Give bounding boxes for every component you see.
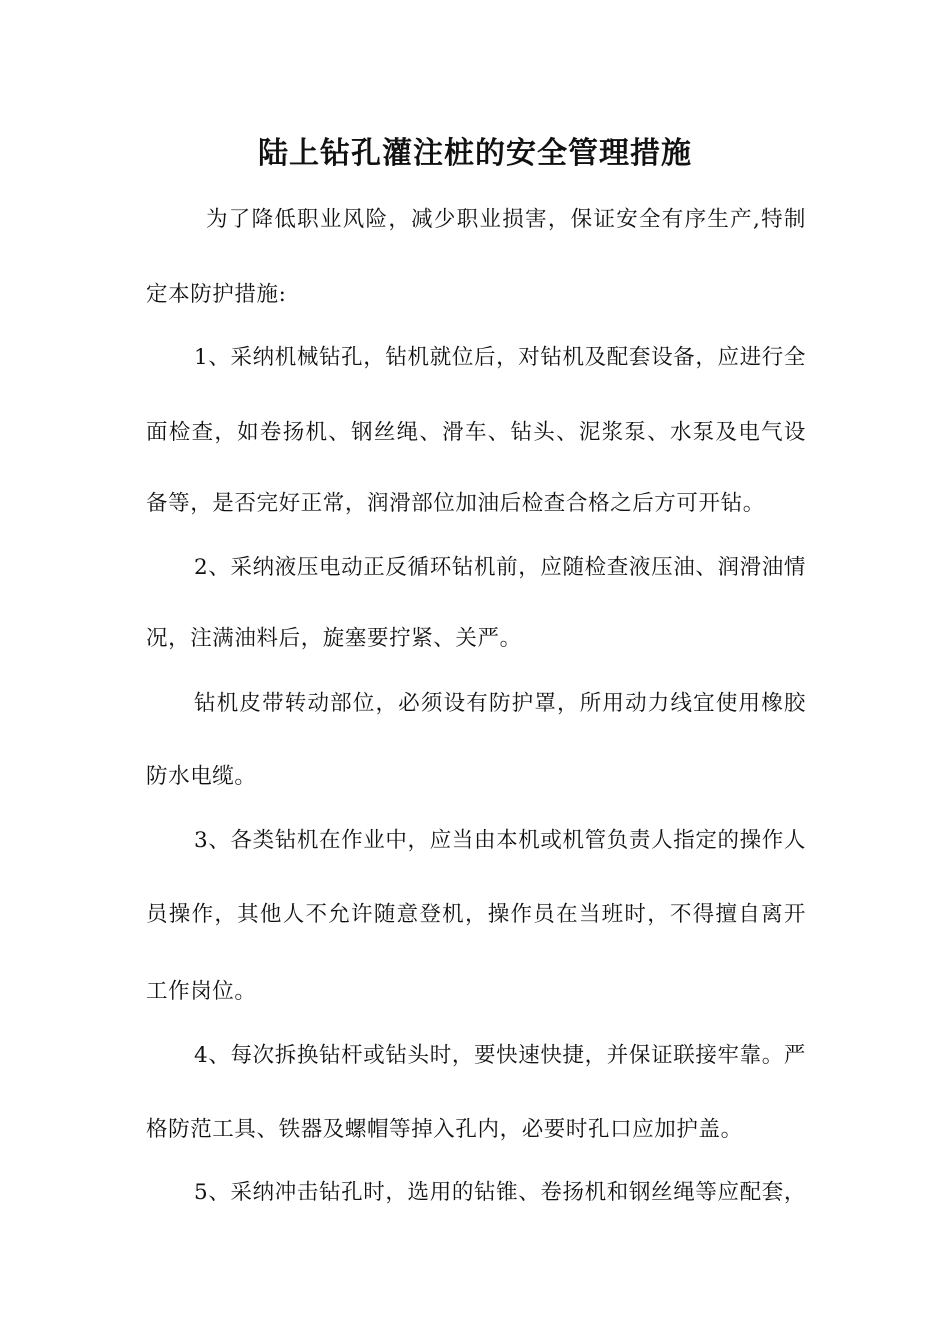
- paragraph-line: 定本防护措施:: [146, 282, 287, 307]
- paragraph-line: 1、采纳机械钻孔，钻机就位后，对钻机及配套设备，应进行全: [194, 345, 806, 370]
- paragraph-line: 况，注满油料后，旋塞要拧紧、关严。: [146, 626, 522, 651]
- paragraph-line: 5、采纳冲击钻孔时，选用的钻锥、卷扬机和钢丝绳等应配套，: [194, 1180, 806, 1205]
- paragraph-line: 员操作，其他人不允许随意登机，操作员在当班时，不得擅自离开: [146, 902, 806, 927]
- paragraph-line: 4、每次拆换钻杆或钻头时，要快速快捷，并保证联接牢靠。严: [194, 1043, 806, 1068]
- paragraph-line: 3、各类钻机在作业中，应当由本机或机管负责人指定的操作人: [194, 828, 806, 853]
- paragraph-line: 防水电缆。: [146, 764, 257, 789]
- paragraph-line: 格防范工具、铁器及螺帽等掉入孔内，必要时孔口应加护盖。: [146, 1117, 743, 1142]
- paragraph-line: 面检查，如卷扬机、钢丝绳、滑车、钻头、泥浆泵、水泵及电气设: [146, 420, 806, 445]
- paragraph-line: 钻机皮带转动部位，必须设有防护罩，所用动力线宜使用橡胶: [194, 691, 806, 716]
- paragraph-line: 工作岗位。: [146, 979, 257, 1004]
- paragraph-line: 为了降低职业风险，减少职业损害，保证安全有序生产,特制: [206, 207, 806, 232]
- paragraph-line: 2、采纳液压电动正反循环钻机前，应随检查液压油、润滑油情: [194, 555, 806, 580]
- paragraph-line: 备等，是否完好正常，润滑部位加油后检查合格之后方可开钻。: [146, 491, 765, 516]
- document-title: 陆上钻孔灌注桩的安全管理措施: [258, 136, 692, 171]
